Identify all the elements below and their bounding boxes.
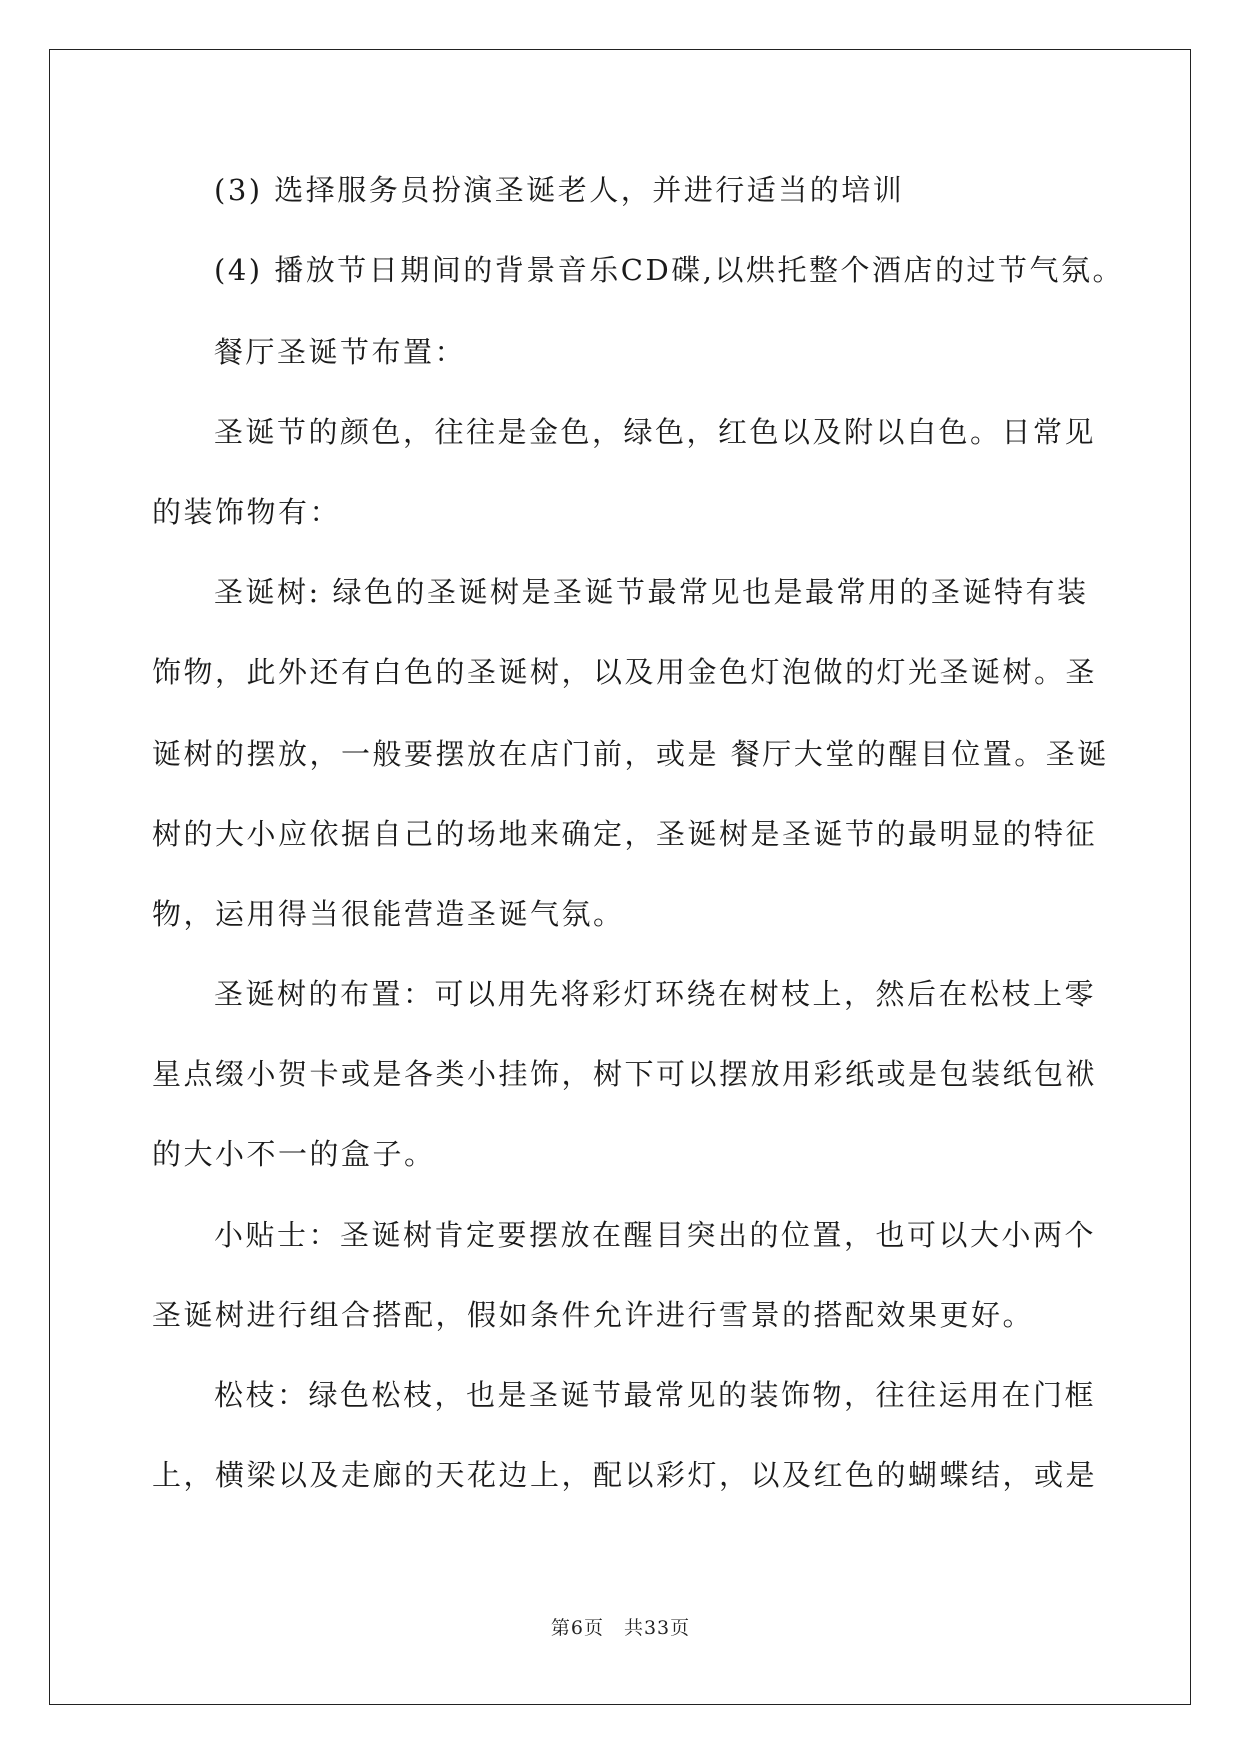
paragraph-line: 圣诞树进行组合搭配，假如条件允许进行雪景的搭配效果更好。 [152,1298,1035,1332]
paragraph-line: 小贴士：圣诞树肯定要摆放在醒目突出的位置，也可以大小两个 [214,1218,1097,1252]
paragraph-line: 树的大小应依据自己的场地来确定，圣诞树是圣诞节的最明显的特征 [152,817,1098,851]
paragraph-line: 星点缀小贺卡或是各类小挂饰，树下可以摆放用彩纸或是包装纸包袱 [152,1057,1098,1091]
paragraph-line: 上，横梁以及走廊的天花边上，配以彩灯，以及红色的蝴蝶结，或是 [152,1458,1098,1492]
list-item-3: (3) 选择服务员扮演圣诞老人，并进行适当的培训 [214,173,905,207]
paragraph-line: 圣诞节的颜色，往往是金色，绿色，红色以及附以白色。日常见 [214,415,1097,449]
paragraph-line: 圣诞树: 绿色的圣诞树是圣诞节最常见也是最常用的圣诞特有装 [214,575,1089,609]
paragraph-line: 的装饰物有： [152,495,342,529]
section-heading: 餐厅圣诞节布置： [214,335,467,369]
paragraph-line: 饰物，此外还有白色的圣诞树，以及用金色灯泡做的灯光圣诞树。圣 [152,655,1098,689]
paragraph-line: 的大小不一的盒子。 [152,1137,436,1171]
paragraph-line: 圣诞树的布置：可以用先将彩灯环绕在树枝上，然后在松枝上零 [214,977,1097,1011]
paragraph-line: 诞树的摆放，一般要摆放在店门前，或是 餐厅大堂的醒目位置。圣诞 [152,737,1109,771]
paragraph-line: 松枝：绿色松枝，也是圣诞节最常见的装饰物，往往运用在门框 [214,1378,1097,1412]
page-number-footer: 第6页 共33页 [550,1617,691,1639]
list-item-4: (4) 播放节日期间的背景音乐CD碟,以烘托整个酒店的过节气氛。 [214,253,1124,287]
paragraph-line: 物，运用得当很能营造圣诞气氛。 [152,897,625,931]
